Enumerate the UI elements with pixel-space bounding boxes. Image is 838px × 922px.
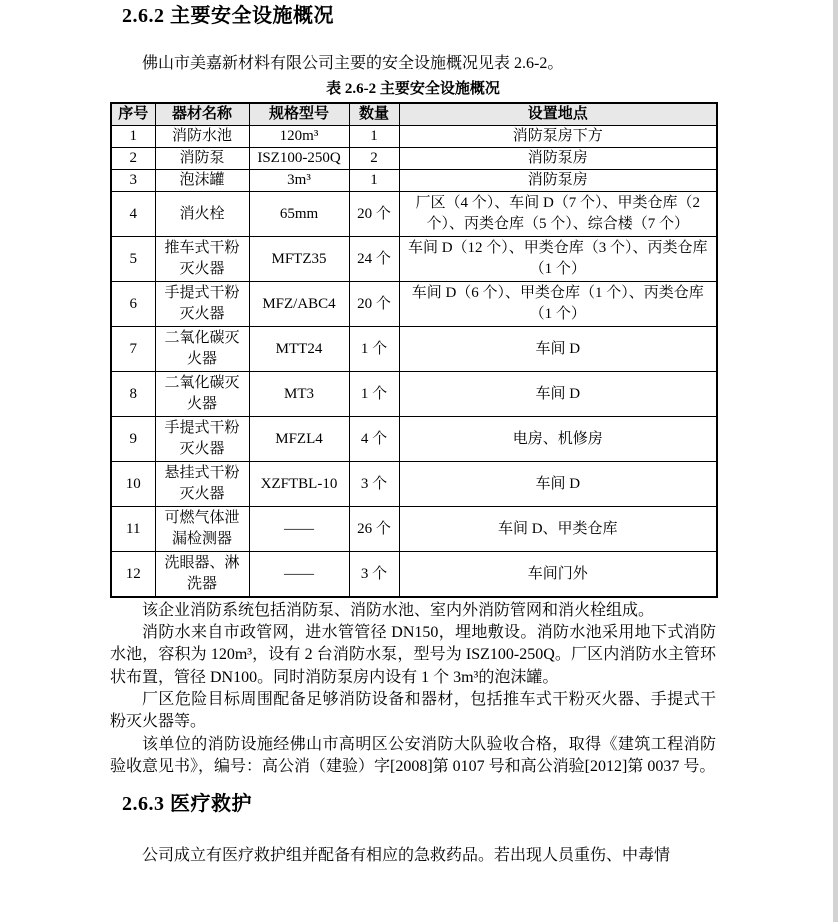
cell-equipment: 可燃气体泄漏检测器 — [155, 507, 249, 552]
cell-qty: 4 个 — [349, 417, 399, 462]
cell-no: 6 — [111, 282, 155, 327]
cell-location: 厂区（4 个）、车间 D（7 个）、甲类仓库（2个）、丙类仓库（5 个）、综合楼（7 个） — [399, 192, 717, 237]
cell-equipment: 推车式干粉灭火器 — [155, 237, 249, 282]
table-row — [111, 417, 717, 462]
table-row — [111, 192, 717, 237]
cell-qty: 20 个 — [349, 282, 399, 327]
header-cell-qty: 数量 — [349, 103, 399, 126]
intro-paragraph: 佛山市美嘉新材料有限公司主要的安全设施概况见表 2.6-2。 — [142, 55, 564, 72]
cell-qty: 1 个 — [349, 372, 399, 417]
cell-qty: 3 个 — [349, 552, 399, 597]
cell-location: 车间 D — [399, 372, 717, 417]
cell-spec: XZFTBL-10 — [249, 462, 349, 507]
cell-equipment: 二氧化碳灭火器 — [155, 327, 249, 372]
cell-no: 10 — [111, 462, 155, 507]
cell-equipment: 泡沫罐 — [155, 170, 249, 192]
cell-spec: MFZL4 — [249, 417, 349, 462]
cell-equipment: 手提式干粉灭火器 — [155, 282, 249, 327]
cell-spec: ISZ100-250Q — [249, 148, 349, 170]
section-heading-263: 2.6.3 医疗救护 — [122, 793, 252, 816]
cell-spec: MTT24 — [249, 327, 349, 372]
table-row — [111, 372, 717, 417]
fire-water-paragraph: 消防水来自市政管网，进水管管径 DN150，埋地敷设。消防水池采用地下式消防水池，容积为 120m³，设有 2 台消防水泵，型号为 ISZ100-250Q。厂区内消防水主管环状布置，管径 DN100。同时消防泵房内设有 1 个 3m³的泡沫罐。 — [110, 624, 716, 686]
cell-spec: MFZ/ABC4 — [249, 282, 349, 327]
table-row — [111, 126, 717, 148]
fire-system-paragraph: 该企业消防系统包括消防泵、消防水池、室内外消防管网和消火栓组成。 — [142, 601, 655, 619]
cell-location: 车间 D — [399, 327, 717, 372]
cell-location: 电房、机修房 — [399, 417, 717, 462]
fire-equipment-paragraph: 厂区危险目标周围配备足够消防设备和器材，包括推车式干粉灭火器、手提式干粉灭火器等。 — [110, 690, 716, 731]
cell-location: 消防泵房 — [399, 170, 717, 192]
cell-spec: —— — [249, 552, 349, 597]
cell-equipment: 二氧化碳灭火器 — [155, 372, 249, 417]
header-cell-spec: 规格型号 — [249, 103, 349, 126]
cell-no: 11 — [111, 507, 155, 552]
table-row — [111, 237, 717, 282]
cell-no: 3 — [111, 170, 155, 192]
header-cell-no: 序号 — [111, 103, 155, 126]
safety-facilities-table — [110, 102, 718, 598]
cell-spec: —— — [249, 507, 349, 552]
cell-qty: 26 个 — [349, 507, 399, 552]
cell-equipment: 消火栓 — [155, 192, 249, 237]
table-row — [111, 552, 717, 597]
cell-qty: 1 个 — [349, 327, 399, 372]
cell-no: 8 — [111, 372, 155, 417]
cell-equipment: 洗眼器、淋洗器 — [155, 552, 249, 597]
cell-no: 2 — [111, 148, 155, 170]
cell-spec: MFTZ35 — [249, 237, 349, 282]
cell-location: 车间 D — [399, 462, 717, 507]
cell-location: 消防泵房 — [399, 148, 717, 170]
cell-qty: 2 — [349, 148, 399, 170]
cell-equipment: 消防泵 — [155, 148, 249, 170]
header-cell-location: 设置地点 — [399, 103, 717, 126]
medical-paragraph: 公司成立有医疗救护组并配备有相应的急救药品。若出现人员重伤、中毒情 — [142, 847, 671, 865]
table-caption: 表 2.6-2 主要安全设施概况 — [326, 81, 500, 98]
cell-spec: 65mm — [249, 192, 349, 237]
cell-qty: 1 — [349, 126, 399, 148]
cell-spec: MT3 — [249, 372, 349, 417]
table-row — [111, 170, 717, 192]
cell-spec: 3m³ — [249, 170, 349, 192]
section-heading-262: 2.6.2 主要安全设施概况 — [122, 5, 334, 27]
acceptance-paragraph: 该单位的消防设施经佛山市高明区公安消防大队验收合格，取得《建筑工程消防验收意见书》，编号：高公消（建验）字[2008]第 0107 号和高公消验[2012]第 0037 号。 — [110, 735, 716, 775]
page-edge-divider — [833, 0, 838, 922]
table-row — [111, 462, 717, 507]
header-cell-equipment: 器材名称 — [155, 103, 249, 126]
document-content — [110, 0, 716, 867]
table-row — [111, 282, 717, 327]
table-header-row — [111, 103, 717, 126]
cell-no: 7 — [111, 327, 155, 372]
cell-no: 9 — [111, 417, 155, 462]
table-row — [111, 148, 717, 170]
cell-no: 4 — [111, 192, 155, 237]
cell-equipment: 消防水池 — [155, 126, 249, 148]
cell-location: 消防泵房下方 — [399, 126, 717, 148]
cell-equipment: 悬挂式干粉灭火器 — [155, 462, 249, 507]
cell-location: 车间 D（6 个）、甲类仓库（1 个）、丙类仓库（1 个） — [399, 282, 717, 327]
cell-no: 5 — [111, 237, 155, 282]
table-row — [111, 507, 717, 552]
cell-no: 12 — [111, 552, 155, 597]
cell-qty: 24 个 — [349, 237, 399, 282]
cell-equipment: 手提式干粉灭火器 — [155, 417, 249, 462]
cell-location: 车间 D、甲类仓库 — [399, 507, 717, 552]
cell-no: 1 — [111, 126, 155, 148]
cell-location: 车间门外 — [399, 552, 717, 597]
cell-location: 车间 D（12 个）、甲类仓库（3 个）、丙类仓库（1 个） — [399, 237, 717, 282]
cell-qty: 3 个 — [349, 462, 399, 507]
cell-spec: 120m³ — [249, 126, 349, 148]
cell-qty: 1 — [349, 170, 399, 192]
table-row — [111, 327, 717, 372]
cell-qty: 20 个 — [349, 192, 399, 237]
